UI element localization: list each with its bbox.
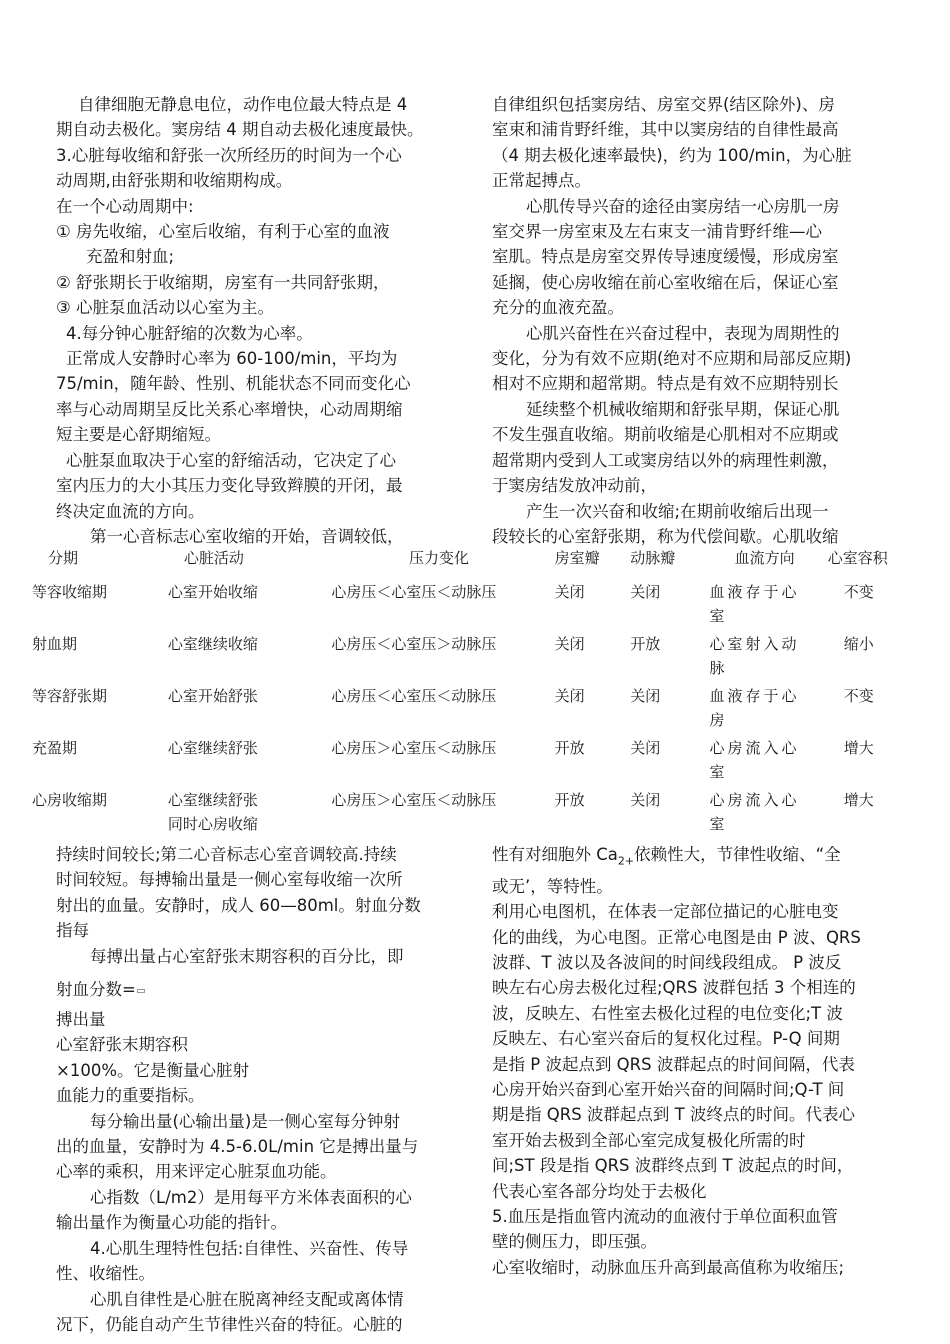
paragraph-line: 化的曲线，为心电图。正常心电图是由 P 波、QRS bbox=[492, 927, 861, 947]
paragraph-line: 出的血量，安静时为 4.5-6.0L/min 它是搏出量与 bbox=[56, 1137, 419, 1157]
paragraph-line: 反映左、右心室兴奋后的复权化过程。P-Q 间期 bbox=[492, 1029, 840, 1049]
table-row bbox=[28, 786, 908, 838]
top-left-column bbox=[56, 92, 466, 549]
paragraph-line: 超常期内受到人工或窦房结以外的病理性刺激， bbox=[492, 450, 839, 470]
list-item: ① 房先收缩，心室后收缩，有利于心室的血液 bbox=[56, 222, 390, 242]
paragraph-line: 间;ST 段是指 QRS 波群终点到 T 波起点的时间， bbox=[492, 1156, 854, 1176]
table-cell: 心房压＞心室压＜动脉压 bbox=[331, 791, 497, 809]
paragraph-line: 心肌传导兴奋的途径由窦房结一心房肌一房 bbox=[526, 196, 840, 216]
bottom-left-column bbox=[56, 842, 466, 1337]
table-row bbox=[28, 734, 908, 786]
table-cell: 射血期 bbox=[32, 635, 78, 653]
paragraph-line: 终决定血流的方向。 bbox=[56, 501, 205, 521]
table-cell bbox=[705, 734, 823, 786]
paragraph-line bbox=[492, 842, 902, 874]
paragraph-line: 血能力的重要指标。 bbox=[56, 1086, 205, 1106]
activity-line: 同时心房收缩 bbox=[167, 815, 258, 833]
table-cell bbox=[705, 630, 823, 682]
paragraph-line: 心率的乘积，用来评定心脏泵血功能。 bbox=[56, 1162, 337, 1182]
table-cell: 关闭 bbox=[554, 583, 585, 601]
paragraph-line: 产生一次兴奋和收缩;在期前收缩后出现一 bbox=[526, 501, 829, 521]
table-cell: 心室开始收缩 bbox=[167, 583, 258, 601]
list-item-continuation: 充盈和射血; bbox=[86, 247, 175, 267]
flow-line: 房 bbox=[709, 711, 728, 729]
paragraph-line: 正常起搏点。 bbox=[492, 171, 591, 191]
paragraph-line: 于窦房结发放冲动前， bbox=[492, 476, 657, 496]
column-header: 房室瓣 bbox=[554, 549, 600, 567]
activity-line: 心室继续舒张 bbox=[167, 791, 258, 809]
paragraph-line: 自律细胞无静息电位，动作电位最大特点是 4 bbox=[78, 95, 408, 114]
top-right-column bbox=[492, 92, 902, 549]
paragraph-line: 波群、T 波以及各波间的时间线段组成。 P 波反 bbox=[492, 952, 842, 972]
column-header: 血流方向 bbox=[734, 549, 795, 567]
column-header: 心脏活动 bbox=[183, 549, 244, 567]
paragraph-line: 代表心室各部分均处于去极化 bbox=[492, 1181, 707, 1201]
table-cell: 等容舒张期 bbox=[32, 687, 108, 705]
flow-line: 室 bbox=[709, 763, 728, 781]
paragraph-line: 心肌兴奋性在兴奋过程中，表现为周期性的 bbox=[526, 323, 840, 343]
cardiac-cycle-table bbox=[28, 544, 908, 838]
table-cell: 关闭 bbox=[630, 791, 661, 809]
table-row bbox=[28, 630, 908, 682]
paragraph-line: 壁的侧压力，即压强。 bbox=[492, 1232, 657, 1252]
table-cell: 关闭 bbox=[630, 583, 661, 601]
paragraph-line: 第一心音标志心室收缩的开始，音调较低， bbox=[90, 526, 404, 546]
paragraph-line: 输出量作为衡量心功能的指针。 bbox=[56, 1213, 287, 1233]
paragraph-line: 或无’，等特性。 bbox=[492, 876, 613, 896]
fraction-denominator: 心室舒张末期容积 bbox=[56, 1035, 188, 1055]
bottom-right-column bbox=[492, 842, 902, 1280]
paragraph-line: 在一个心动周期中: bbox=[56, 196, 194, 216]
paragraph-line: 波，反映左、右性室去极化过程的电位变化;T 波 bbox=[492, 1003, 843, 1023]
paragraph-line: 室束和浦肯野纤维，其中以窦房结的自律性最高 bbox=[492, 120, 839, 140]
paragraph-line: 室肌。特点是房室交界传导速度缓慢，形成房室 bbox=[492, 247, 839, 267]
paragraph-line: 4.心肌生理特性包括:自律性、兴奋性、传导 bbox=[90, 1238, 409, 1258]
column-header: 分期 bbox=[48, 549, 79, 567]
table-cell: 心房压＜心室压＜动脉压 bbox=[331, 583, 497, 601]
text-span: 性有对细胞外 Ca bbox=[492, 845, 618, 864]
flow-line: 心房流入心 bbox=[709, 791, 800, 809]
paragraph-line: 期自动去极化。窦房结 4 期自动去极化速度最快。 bbox=[56, 120, 424, 140]
paragraph-line: 3.心脏每收缩和舒张一次所经历的时间为一个心 bbox=[56, 145, 402, 165]
table-cell bbox=[705, 682, 823, 734]
formula-prefix: 射血分数= bbox=[56, 980, 136, 1000]
paragraph-line: 映左右心房去极化过程;QRS 波群包括 3 个相连的 bbox=[492, 978, 856, 998]
table-cell: 增大 bbox=[843, 739, 874, 757]
paragraph-line: 室交界一房室束及左右束支一浦肯野纤维—心 bbox=[492, 222, 822, 242]
paragraph-line: 4.每分钟心脏舒缩的次数为心率。 bbox=[66, 323, 313, 343]
paragraph-line: 自律组织包括窦房结、房室交界(结区除外)、房 bbox=[492, 95, 835, 114]
flow-line: 室 bbox=[709, 607, 728, 625]
table-cell: 心室继续舒张 bbox=[167, 739, 258, 757]
paragraph-line: 心房开始兴奋到心室开始兴奋的间隔时间;Q-T 间 bbox=[492, 1079, 845, 1099]
paragraph-line: 每搏出量占心室舒张末期容积的百分比，即 bbox=[90, 946, 404, 966]
paragraph-line: 短主要是心舒期缩短。 bbox=[56, 425, 221, 445]
flow-line: 室 bbox=[709, 815, 728, 833]
table-cell: 心房压＜心室压＜动脉压 bbox=[331, 687, 497, 705]
paragraph-line: 射出的血量。安静时，成人 60—80ml。射血分数 bbox=[56, 895, 421, 915]
paragraph-line: 期是指 QRS 波群起点到 T 波终点的时间。代表心 bbox=[492, 1105, 855, 1125]
table-cell: 心房压＞心室压＜动脉压 bbox=[331, 739, 497, 757]
table-cell: 关闭 bbox=[630, 687, 661, 705]
paragraph-line: （4 期去极化速率最快)，约为 100/min，为心脏 bbox=[492, 145, 852, 165]
paragraph-line: 不发生强直收缩。期前收缩是心肌相对不应期或 bbox=[492, 425, 839, 445]
paragraph-line: 心肌自律性是心脏在脱离神经支配或离体情 bbox=[90, 1289, 404, 1309]
table-cell: 等容收缩期 bbox=[32, 583, 108, 601]
paragraph-line: 室开始去极到全部心室完成复极化所需的时 bbox=[492, 1130, 806, 1150]
table-cell: 缩小 bbox=[843, 635, 874, 653]
table-cell: 开放 bbox=[630, 635, 661, 653]
paragraph-line: 每分输出量(心输出量)是一侧心室每分钟射 bbox=[90, 1111, 400, 1131]
formula-fraction bbox=[137, 989, 145, 993]
formula-suffix: ×100%。它是衡量心脏射 bbox=[56, 1060, 249, 1080]
table-cell: 不变 bbox=[843, 583, 874, 601]
fraction-numerator: 搏出量 bbox=[56, 1010, 106, 1030]
column-header: 动脉瓣 bbox=[630, 549, 676, 567]
list-item: ② 舒张期长于收缩期，房室有一共同舒张期， bbox=[56, 272, 390, 292]
paragraph-line: 室内压力的大小其压力变化导致辫膜的开闭，最 bbox=[56, 476, 403, 496]
table-header-row bbox=[28, 544, 908, 578]
paragraph-line: 相对不应期和超常期。特点是有效不应期特别长 bbox=[492, 374, 839, 394]
flow-line: 心室射入动 bbox=[709, 635, 800, 653]
paragraph-line: 正常成人安静时心率为 60-100/min，平均为 bbox=[66, 349, 398, 369]
table-cell: 不变 bbox=[843, 687, 874, 705]
paragraph-line: 利用心电图机，在体表一定部位描记的心脏电变 bbox=[492, 902, 839, 922]
paragraph-line: 时间较短。每搏输出量是一侧心室每收缩一次所 bbox=[56, 870, 403, 890]
flow-line: 心房流入心 bbox=[709, 739, 800, 757]
paragraph-line: 是指 P 波起点到 QRS 波群起点的时间间隔，代表 bbox=[492, 1054, 855, 1074]
paragraph-line: 段较长的心室舒张期，称为代偿间歇。心肌收缩 bbox=[492, 526, 839, 546]
paragraph-line: 变化，分为有效不应期(绝对不应期和局部反应期) bbox=[492, 349, 852, 369]
column-header: 压力变化 bbox=[409, 549, 470, 567]
table-cell: 关闭 bbox=[554, 635, 585, 653]
flow-line: 血液存于心 bbox=[709, 583, 800, 601]
table-cell: 心房收缩期 bbox=[32, 791, 108, 809]
table-cell: 心室继续收缩 bbox=[167, 635, 258, 653]
flow-line: 脉 bbox=[709, 659, 728, 677]
list-item: ③ 心脏泵血活动以心室为主。 bbox=[56, 298, 275, 318]
paragraph-line: 心脏泵血取决于心室的舒缩活动，它决定了心 bbox=[66, 450, 396, 470]
paragraph-line: 5.血压是指血管内流动的血液付于单位面积血管 bbox=[492, 1206, 838, 1226]
table-cell bbox=[705, 578, 823, 630]
ejection-fraction-formula bbox=[56, 973, 466, 1007]
table-cell: 充盈期 bbox=[32, 739, 78, 757]
paragraph-line: 延续整个机械收缩期和舒张早期，保证心肌 bbox=[526, 399, 840, 419]
paragraph-line: 75/min，随年龄、性别、机能状态不同而变化心 bbox=[56, 374, 411, 394]
table-row bbox=[28, 578, 908, 630]
table-cell: 开放 bbox=[554, 791, 585, 809]
paragraph-line: 持续时间较长;第二心音标志心室音调较高.持续 bbox=[56, 845, 397, 864]
paragraph-line: 心室收缩时，动脉血压升高到最高值称为收缩压; bbox=[492, 1257, 845, 1277]
table-cell: 心房压＜心室压＞动脉压 bbox=[331, 635, 497, 653]
column-header: 心室容积 bbox=[827, 549, 888, 567]
table-cell: 关闭 bbox=[554, 687, 585, 705]
paragraph-line: 性、收缩性。 bbox=[56, 1264, 155, 1284]
table-cell: 心室开始舒张 bbox=[167, 687, 258, 705]
table-cell bbox=[164, 786, 328, 838]
table-row bbox=[28, 682, 908, 734]
table-cell bbox=[705, 786, 823, 838]
superscript-charge: 2+ bbox=[617, 854, 635, 868]
flow-line: 血液存于心 bbox=[709, 687, 800, 705]
paragraph-line: 指每 bbox=[56, 921, 89, 941]
paragraph-line: 动周期,由舒张期和收缩期构成。 bbox=[56, 171, 293, 191]
table-cell: 增大 bbox=[843, 791, 874, 809]
text-span: 依赖性大，节律性收缩、“全 bbox=[634, 845, 841, 864]
table-cell: 开放 bbox=[554, 739, 585, 757]
paragraph-line: 心指数（L/m2）是用每平方米体表面积的心 bbox=[90, 1187, 412, 1207]
paragraph-line: 延搁，使心房收缩在前心室收缩在后，保证心室 bbox=[492, 272, 839, 292]
paragraph-line: 况下，仍能自动产生节律性兴奋的特征。心脏的 bbox=[56, 1314, 403, 1334]
paragraph-line: 充分的血液充盈。 bbox=[492, 298, 624, 318]
table-cell: 关闭 bbox=[630, 739, 661, 757]
paragraph-line: 率与心动周期呈反比关系心率增快，心动周期缩 bbox=[56, 399, 403, 419]
